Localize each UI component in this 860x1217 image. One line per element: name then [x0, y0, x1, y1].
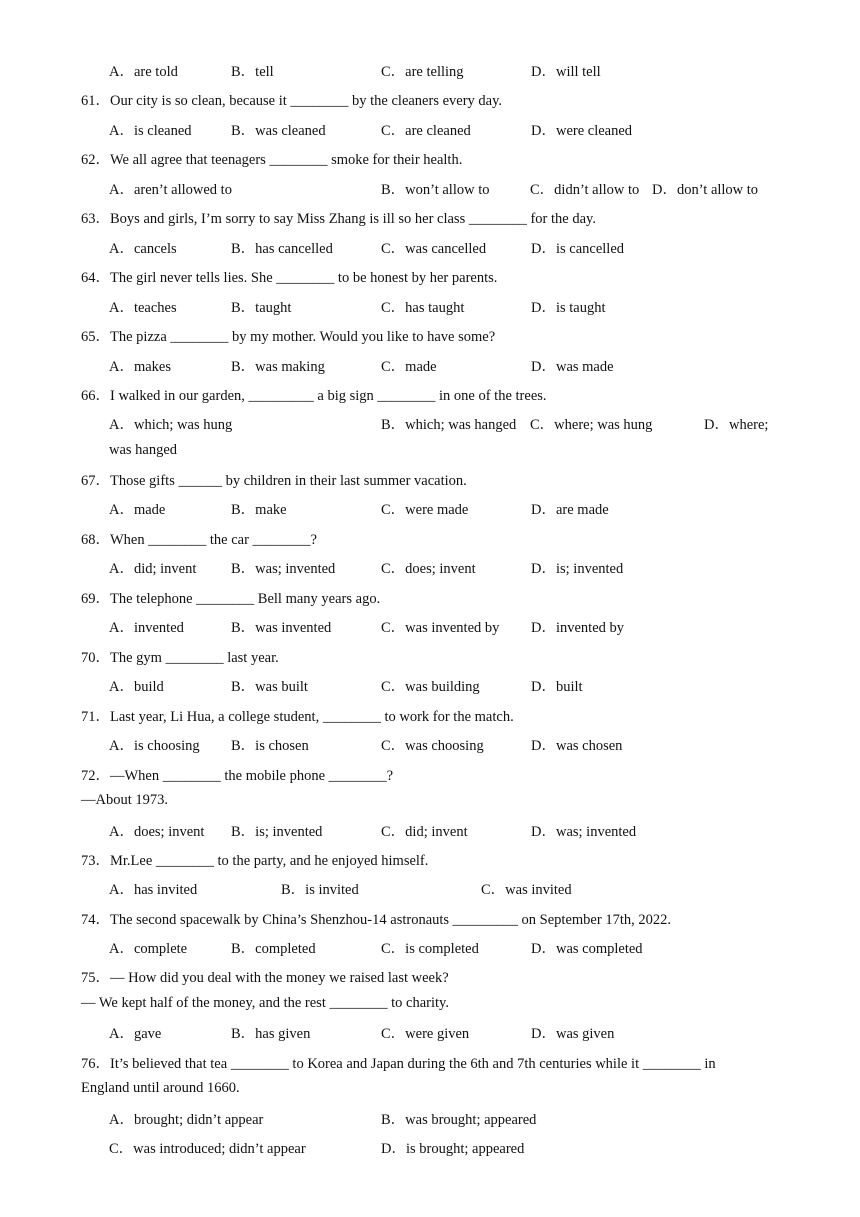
answer-option-61-1: B．was cleaned	[231, 123, 326, 139]
answer-option-72-3: D．was; invented	[531, 824, 637, 840]
answer-option-65-0: A．makes	[109, 359, 172, 375]
answer-option-67-3: D．are made	[531, 502, 609, 518]
answer-option-73-1: B．is invited	[281, 882, 359, 898]
question-stem-72: 72．—When ________ the mobile phone ________?	[81, 768, 394, 784]
answer-option-70-2: C．was building	[381, 679, 480, 695]
answer-option-67-1: B．make	[231, 502, 287, 518]
answer-option-64-3: D．is taught	[531, 300, 606, 316]
answer-option-71-0: A．is choosing	[109, 738, 200, 754]
answer-option-70-3: D．built	[531, 679, 583, 695]
answer-option-60-2: C．are telling	[381, 64, 464, 80]
answer-option-74-2: C．is completed	[381, 941, 479, 957]
question-stem-64: 64．The girl never tells lies. She ________ to be honest by her parents.	[81, 270, 498, 286]
answer-option-75-2: C．were given	[381, 1026, 470, 1042]
answer-option-71-1: B．is chosen	[231, 738, 309, 754]
answer-option-61-0: A．is cleaned	[109, 123, 192, 139]
answer-option-69-1: B．was invented	[231, 620, 332, 636]
answer-option-69-3: D．invented by	[531, 620, 625, 636]
answer-option-66-2: C．where; was hung	[530, 417, 653, 433]
question-continuation-76: England until around 1660.	[81, 1080, 240, 1096]
answer-option-72-1: B．is; invented	[231, 824, 323, 840]
question-stem-69: 69．The telephone ________ Bell many years ago.	[81, 591, 381, 607]
answer-option-61-2: C．are cleaned	[381, 123, 471, 139]
question-stem-70: 70．The gym ________ last year.	[81, 650, 279, 666]
answer-option-73-0: A．has invited	[109, 882, 198, 898]
answer-option-65-3: D．was made	[531, 359, 614, 375]
answer-option-73-2: C．was invited	[481, 882, 572, 898]
answer-option-63-1: B．has cancelled	[231, 241, 333, 257]
answer-option-72-0: A．does; invent	[109, 824, 205, 840]
answer-option-75-0: A．gave	[109, 1026, 162, 1042]
answer-option-75-3: D．was given	[531, 1026, 615, 1042]
answer-option-76-0: A．brought; didn’t appear	[109, 1112, 264, 1128]
answer-option-68-0: A．did; invent	[109, 561, 197, 577]
answer-option-70-0: A．build	[109, 679, 164, 695]
answer-option-66-3: D．where;	[704, 417, 769, 433]
question-stem-67: 67．Those gifts ______ by children in their last summer vacation.	[81, 473, 467, 489]
answer-option-71-3: D．was chosen	[531, 738, 623, 754]
answer-option-66-0: A．which; was hung	[109, 417, 233, 433]
question-stem-65: 65．The pizza ________ by my mother. Would you like to have some?	[81, 329, 496, 345]
answer-option-60-1: B．tell	[231, 64, 274, 80]
answer-option-76-2: C．was introduced; didn’t appear	[109, 1141, 306, 1157]
question-stem-68: 68．When ________ the car ________?	[81, 532, 317, 548]
answer-option-62-3: D．don’t allow to	[652, 182, 759, 198]
answer-option-67-2: C．were made	[381, 502, 469, 518]
answer-option-70-1: B．was built	[231, 679, 308, 695]
question-continuation-75: — We kept half of the money, and the rest ________ to charity.	[81, 995, 449, 1011]
answer-option-68-3: D．is; invented	[531, 561, 624, 577]
question-stem-73: 73．Mr.Lee ________ to the party, and he enjoyed himself.	[81, 853, 429, 869]
question-stem-62: 62．We all agree that teenagers ________ smoke for their health.	[81, 152, 463, 168]
answer-option-66-1: B．which; was hanged	[381, 417, 517, 433]
answer-option-68-2: C．does; invent	[381, 561, 476, 577]
answer-option-74-0: A．complete	[109, 941, 188, 957]
question-stem-66: 66．I walked in our garden, _________ a big sign ________ in one of the trees.	[81, 388, 547, 404]
answer-option-68-1: B．was; invented	[231, 561, 336, 577]
question-continuation-72: —About 1973.	[81, 792, 168, 808]
answer-option-71-2: C．was choosing	[381, 738, 484, 754]
answer-option-63-3: D．is cancelled	[531, 241, 625, 257]
answer-option-62-1: B．won’t allow to	[381, 182, 490, 198]
answer-option-74-1: B．completed	[231, 941, 316, 957]
question-stem-71: 71．Last year, Li Hua, a college student, ________ to work for the match.	[81, 709, 514, 725]
answer-option-64-0: A．teaches	[109, 300, 177, 316]
answer-option-67-0: A．made	[109, 502, 166, 518]
answer-option-72-2: C．did; invent	[381, 824, 468, 840]
answer-option-62-0: A．aren’t allowed to	[109, 182, 232, 198]
answer-option-69-0: A．invented	[109, 620, 184, 636]
answer-option-61-3: D．were cleaned	[531, 123, 633, 139]
answer-option-66-4: was hanged	[109, 442, 178, 458]
answer-option-76-1: B．was brought; appeared	[381, 1112, 537, 1128]
answer-option-64-1: B．taught	[231, 300, 292, 316]
answer-option-65-2: C．made	[381, 359, 437, 375]
answer-option-65-1: B．was making	[231, 359, 325, 375]
answer-option-62-2: C．didn’t allow to	[530, 182, 640, 198]
question-stem-76: 76．It’s believed that tea ________ to Korea and Japan during the 6th and 7th centuries while it ________ in	[81, 1056, 716, 1072]
answer-option-76-3: D．is brought; appeared	[381, 1141, 525, 1157]
question-stem-61: 61．Our city is so clean, because it ________ by the cleaners every day.	[81, 93, 503, 109]
answer-option-63-2: C．was cancelled	[381, 241, 487, 257]
answer-option-60-0: A．are told	[109, 64, 178, 80]
answer-option-74-3: D．was completed	[531, 941, 643, 957]
answer-option-64-2: C．has taught	[381, 300, 465, 316]
answer-option-75-1: B．has given	[231, 1026, 311, 1042]
answer-option-69-2: C．was invented by	[381, 620, 500, 636]
question-stem-63: 63．Boys and girls, I’m sorry to say Miss Zhang is ill so her class ________ for the day.	[81, 211, 596, 227]
answer-option-60-3: D．will tell	[531, 64, 601, 80]
question-stem-74: 74．The second spacewalk by China’s Shenzhou-14 astronauts _________ on September 17th, 2022.	[81, 912, 671, 928]
answer-option-63-0: A．cancels	[109, 241, 177, 257]
question-stem-75: 75．— How did you deal with the money we raised last week?	[81, 970, 449, 986]
